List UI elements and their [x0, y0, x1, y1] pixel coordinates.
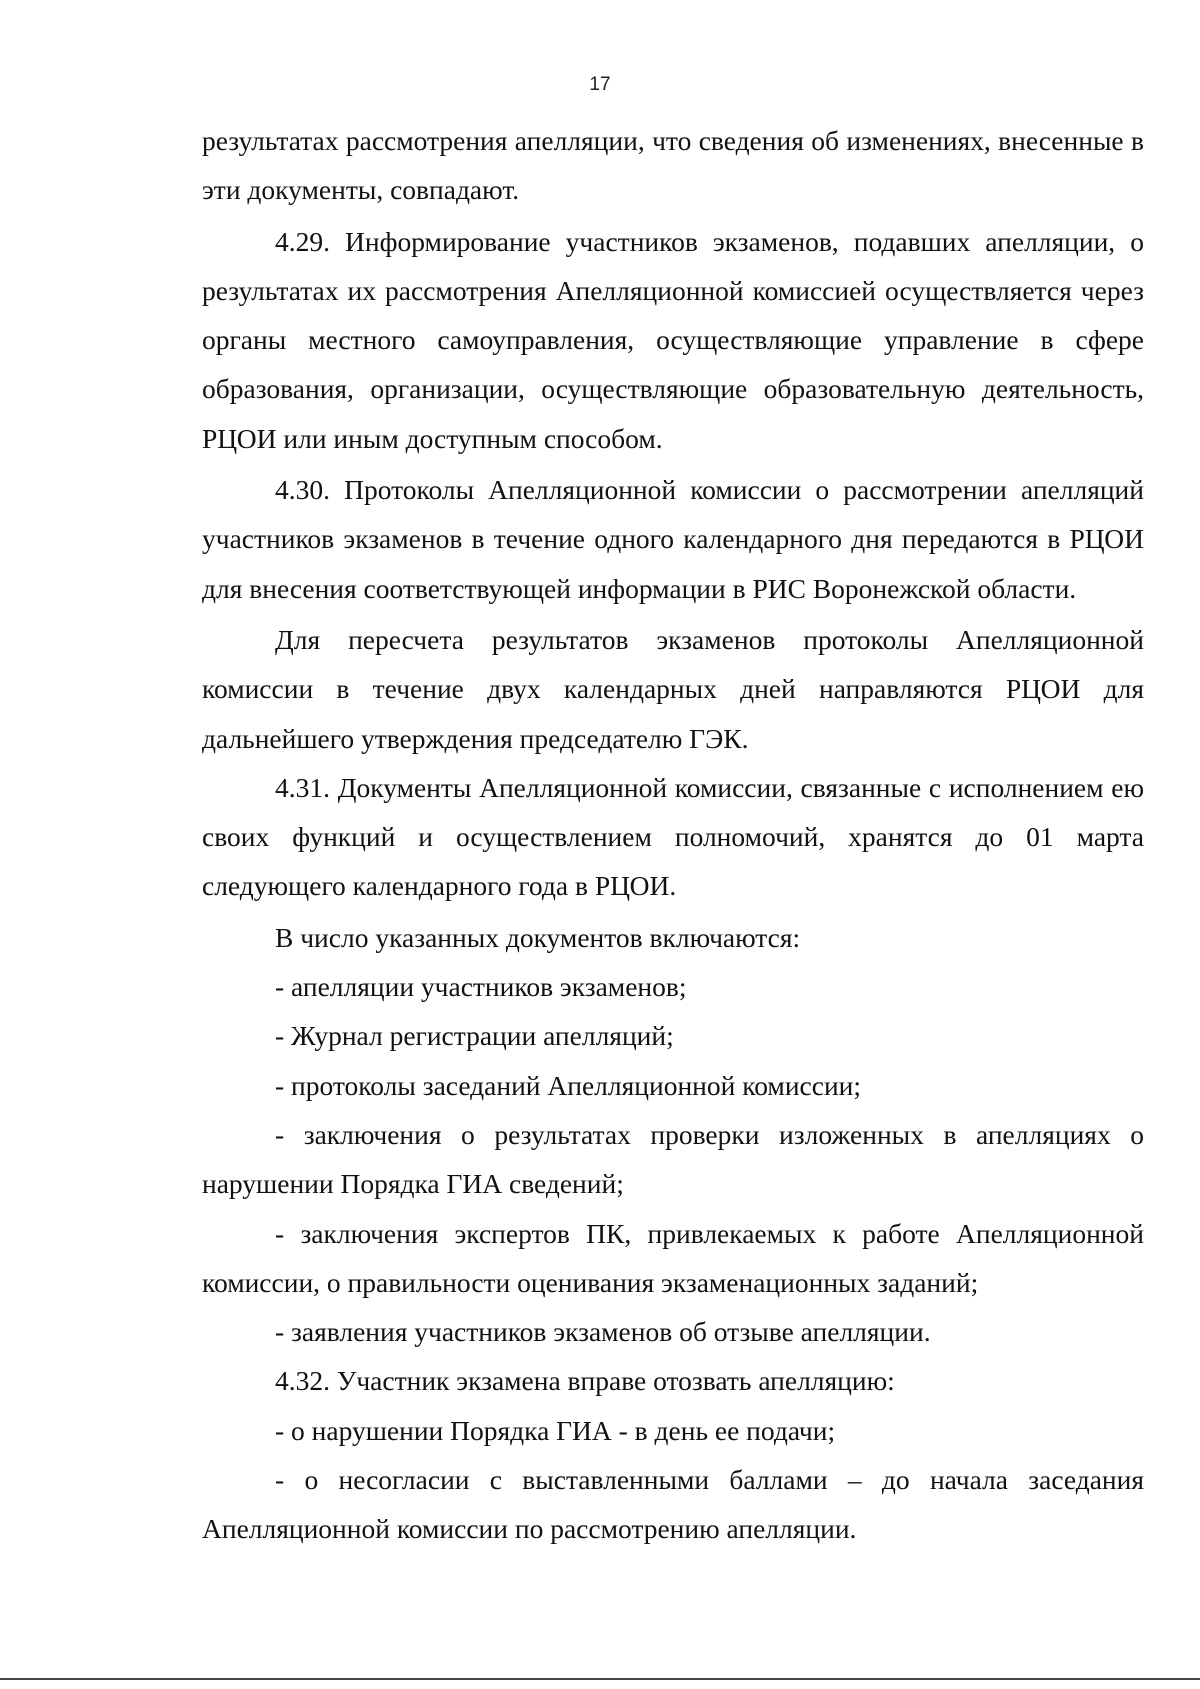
bottom-divider: [0, 1678, 1200, 1680]
list-item: - заявления участников экзаменов об отзыве апелляции.: [275, 1316, 931, 1348]
paragraph-4-31: 4.31. Документы Апелляционной комиссии, связанные с исполнением ею своих функций и осуществлением полномочий, хранятся до 01 марта следующего календарного года в РЦОИ.: [202, 771, 1144, 902]
list-item: - заключения о результатах проверки изложенных в апелляциях о нарушении Порядка ГИА сведений;: [202, 1118, 1144, 1200]
list-item: - апелляции участников экзаменов;: [275, 971, 687, 1003]
page-number: 17: [589, 74, 611, 95]
list-item: - протоколы заседаний Апелляционной комиссии;: [275, 1069, 862, 1101]
paragraph-documents-intro: В число указанных документов включаются:: [275, 921, 801, 953]
list-item: - о несогласии с выставленными баллами – до начала заседания Апелляционной комиссии по рассмотрению апелляции.: [202, 1464, 1144, 1545]
paragraph-4-30: 4.30. Протоколы Апелляционной комиссии о рассмотрении апелляций участников экзаменов в течение одного календарного дня передаются в РЦОИ для внесения соответствующей информации в РИС Воронежской области.: [202, 474, 1144, 604]
paragraph-continuation: результатах рассмотрения апелляции, что сведения об изменениях, внесенные в эти документы, совпадают.: [202, 125, 1144, 206]
list-item: - о нарушении Порядка ГИА - в день ее подачи;: [275, 1414, 836, 1446]
paragraph-4-29: 4.29. Информирование участников экзаменов, подавших апелляции, о результатах их рассмотрения Апелляционной комиссией осуществляется через органы местного самоуправления, осуществляющие управление в сфере образования, организации, осуществляющие образовательную деятельность, РЦОИ или иным доступным способом.: [202, 225, 1144, 454]
paragraph-recalculation: Для пересчета результатов экзаменов протоколы Апелляционной комиссии в течение двух календарных дней направляются РЦОИ для дальнейшего утверждения председателю ГЭК.: [202, 623, 1144, 754]
list-item: - заключения экспертов ПК, привлекаемых к работе Апелляционной комиссии, о правильности оценивания экзаменационных заданий;: [202, 1217, 1144, 1298]
document-body: [202, 116, 1144, 1554]
list-item: - Журнал регистрации апелляций;: [275, 1020, 674, 1052]
paragraph-4-32: 4.32. Участник экзамена вправе отозвать апелляцию:: [275, 1365, 895, 1397]
